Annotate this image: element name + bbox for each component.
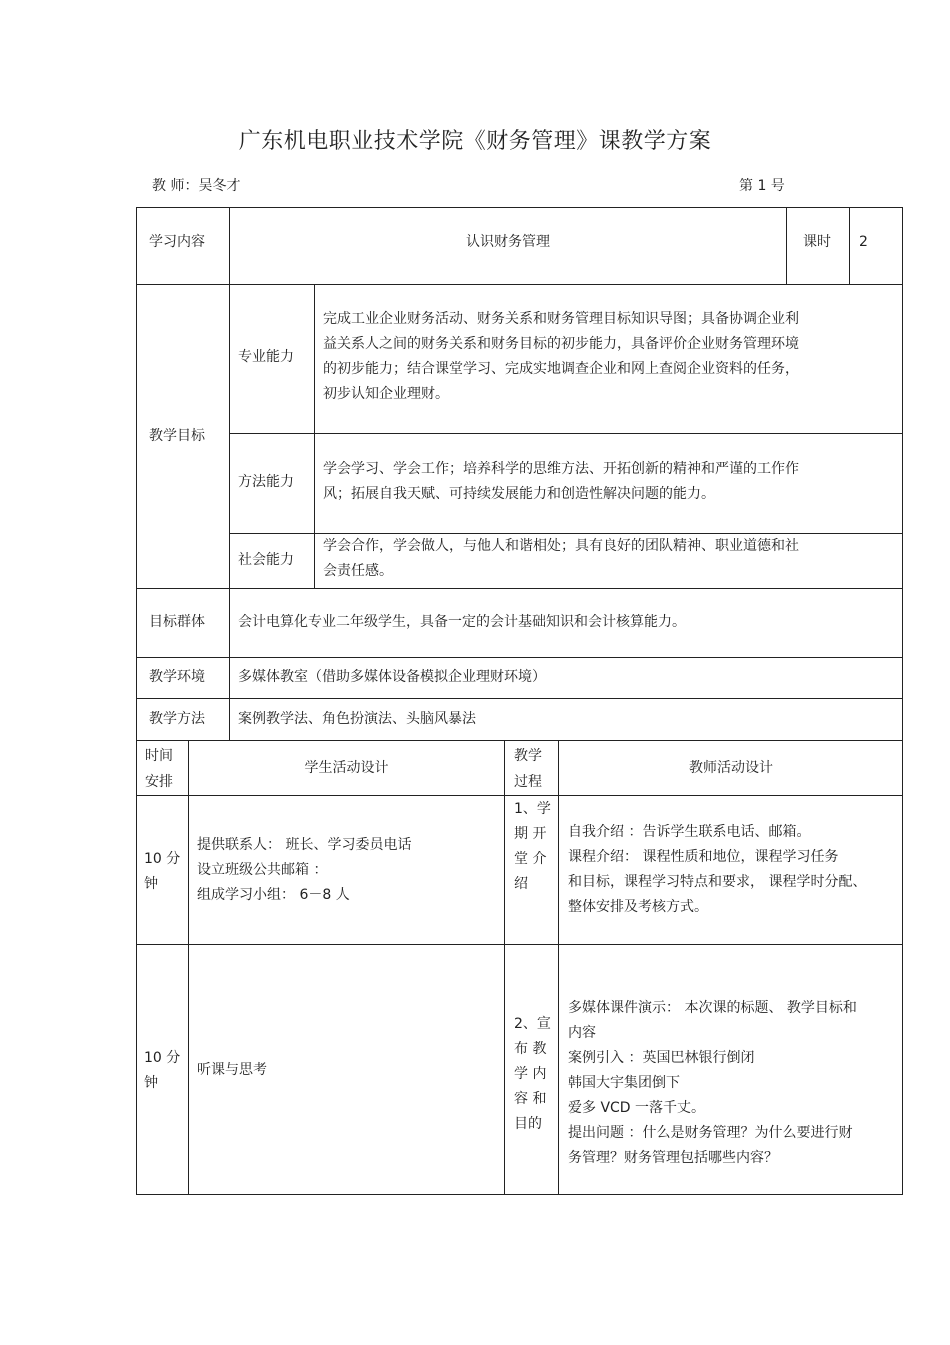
row-2-teacher: 多媒体课件演示： 本次课的标题、 教学目标和 内容 案例引入 ：英国巴林银行倒闭 韩国大宇集团倒下 爱多 VCD 一落千丈。 提出问题 ：什么是财务管理？为什么要进行财 务管理？财务管理包括哪些内容？ xyxy=(568,1000,857,1166)
social-label: 社会能力 xyxy=(238,552,294,568)
process-header: 教学 过程 xyxy=(514,748,542,790)
method-ability-text: 学会学习、学会工作；培养科学的思维方法、开拓创新的精神和严谨的工作作 风；拓展自我天赋、可持续发展能力和创造性解决问题的能力。 xyxy=(323,461,799,502)
method-ability-label: 方法能力 xyxy=(238,474,294,490)
content-value: 认识财务管理 xyxy=(466,234,550,250)
row-2-process: 2、宣 布 教 学 内 容 和 目的 xyxy=(514,1016,551,1132)
hours-value: 2 xyxy=(859,234,868,250)
teaching-method-value: 案例教学法、角色扮演法、头脑风暴法 xyxy=(238,711,476,727)
row-2-time: 10 分 钟 xyxy=(144,1050,181,1091)
time-header: 时间 安排 xyxy=(145,748,173,790)
teacher-header: 教师活动设计 xyxy=(689,760,773,776)
content-label: 学习内容 xyxy=(149,234,205,250)
target-group-value: 会计电算化专业二年级学生，具备一定的会计基础知识和会计核算能力。 xyxy=(238,614,686,630)
environment-label: 教学环境 xyxy=(149,669,205,685)
environment-value: 多媒体教室（借助多媒体设备模拟企业理财环境） xyxy=(238,669,546,685)
document-title: 广东机电职业技术学院《财务管理》课教学方案 xyxy=(238,129,712,154)
professional-label: 专业能力 xyxy=(238,349,294,365)
hours-label: 课时 xyxy=(803,234,831,250)
objectives-label: 教学目标 xyxy=(149,428,205,444)
page-number: 第 1 号 xyxy=(739,178,785,194)
row-1-process: 1、学 期 开 堂 介 绍 xyxy=(514,801,551,892)
teacher-name: 教 师：吴冬才 xyxy=(152,178,241,194)
row-2-student: 听课与思考 xyxy=(197,1062,267,1078)
student-header: 学生活动设计 xyxy=(304,760,389,776)
row-1-time: 10 分 钟 xyxy=(144,851,181,892)
professional-text: 完成工业企业财务活动、财务关系和财务管理目标知识导图；具备协调企业利 益关系人之间的财务关系和财务目标的初步能力，具备评价企业财务管理环境 的初步能力；结合课堂学习、完成实地调查企业和网上查阅企业资料的任务， 初步认知企业理财。 xyxy=(323,311,799,402)
row-1-teacher: 自我介绍 ：告诉学生联系电话、邮箱。 课程介绍： 课程性质和地位，课程学习任务 和目标，课程学习特点和要求， 课程学时分配、 整体安排及考核方式。 xyxy=(568,824,867,915)
teaching-method-label: 教学方法 xyxy=(149,711,205,727)
target-group-label: 目标群体 xyxy=(149,614,205,630)
social-text: 学会合作，学会做人，与他人和谐相处；具有良好的团队精神、职业道德和社 会责任感。 xyxy=(323,538,799,579)
row-1-student: 提供联系人： 班长、学习委员电话 设立班级公共邮箱 ： 组成学习小组： 6－8 人 xyxy=(197,837,412,903)
